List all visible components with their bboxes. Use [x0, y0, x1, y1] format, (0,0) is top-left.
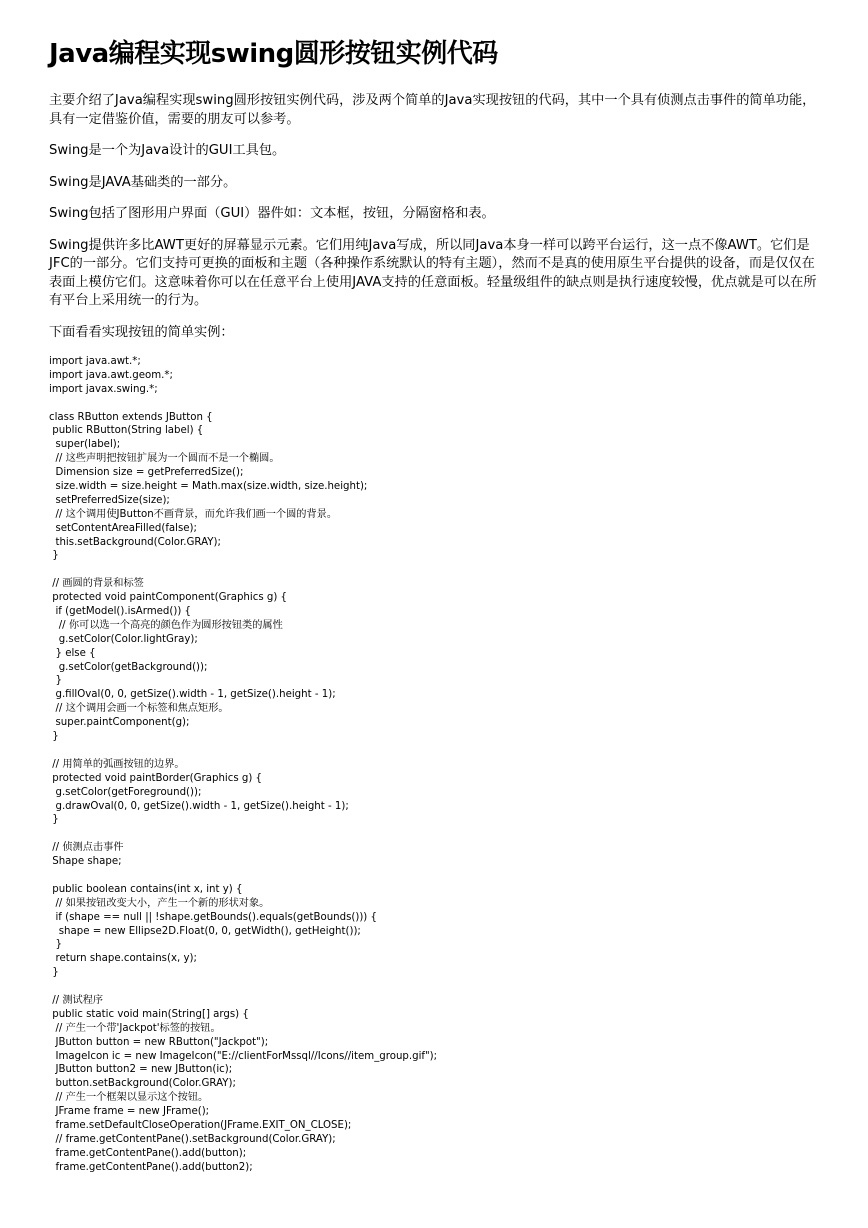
- code-line: // 画圆的背景和标签: [49, 578, 144, 590]
- code-line: g.drawOval(0, 0, getSize().width - 1, getSize().height - 1);: [49, 800, 349, 812]
- code-line: frame.getContentPane().add(button2);: [49, 1161, 253, 1173]
- code-line: // 测试程序: [49, 994, 104, 1006]
- code-line: frame.getContentPane().add(button);: [49, 1147, 247, 1159]
- code-line: ImageIcon ic = new ImageIcon("E://clientForMssql//Icons//item_group.gif");: [49, 1050, 438, 1062]
- code-line: import javax.swing.*;: [49, 383, 158, 395]
- code-line: import java.awt.*;: [49, 356, 141, 367]
- code-line: setPreferredSize(size);: [49, 494, 170, 506]
- code-line: // 这些声明把按钮扩展为一个圆而不是一个椭圆。: [49, 453, 280, 465]
- code-line: this.setBackground(Color.GRAY);: [49, 536, 221, 548]
- code-line: // 如果按钮改变大小，产生一个新的形状对象。: [49, 897, 270, 909]
- code-line: [49, 744, 824, 758]
- paragraph-swing-advantages: Swing提供许多比AWT更好的屏幕显示元素。它们用纯Java写成，所以同Java本身一样可以跨平台运行，这一点不像AWT。它们是JFC的一部分。它们支持可更换的面板和主题（各种操作系统默认的特有主题），然而不是真的使用原生平台提供的设备，而是仅仅在表面上模仿它们。这意味着你可以在任意平台上使用JAVA支持的任意面板。轻量级组件的缺点则是执行速度较慢，优点就是可以在所有平台上采用统一的行为。: [49, 237, 817, 308]
- page-title: Java编程实现swing圆形按钮实例代码: [49, 39, 498, 69]
- code-line: }: [49, 814, 59, 826]
- code-line: protected void paintComponent(Graphics g) {: [49, 592, 288, 604]
- code-line: frame.setDefaultCloseOperation(JFrame.EXIT_ON_CLOSE);: [49, 1119, 352, 1131]
- code-line: import java.awt.geom.*;: [49, 369, 173, 381]
- code-line: // 这个调用使JButton不画背景，而允许我们画一个圆的背景。: [49, 508, 338, 520]
- code-line: protected void paintBorder(Graphics g) {: [49, 772, 263, 784]
- code-line: // 产生一个带'Jackpot'标签的按钮。: [49, 1022, 221, 1034]
- paragraph-swing-toolkit: Swing是一个为Java设计的GUI工具包。: [49, 143, 286, 158]
- code-line: size.width = size.height = Math.max(size.width, size.height);: [49, 481, 368, 493]
- code-line: Dimension size = getPreferredSize();: [49, 467, 244, 479]
- code-line: // 你可以选一个高亮的颜色作为圆形按钮类的属性: [49, 619, 283, 631]
- code-line: if (getModel().isArmed()) {: [49, 606, 192, 618]
- code-line: // 这个调用会画一个标签和焦点矩形。: [49, 703, 229, 715]
- code-line: setContentAreaFilled(false);: [49, 522, 197, 534]
- code-line: [49, 827, 824, 841]
- code-block: [49, 355, 824, 1175]
- code-line: JFrame frame = new JFrame();: [49, 1106, 210, 1118]
- code-line: g.setColor(getBackground());: [49, 661, 208, 673]
- code-line: }: [49, 550, 59, 562]
- code-line: } else {: [49, 647, 96, 659]
- code-line: return shape.contains(x, y);: [49, 953, 197, 965]
- intro-paragraph: 主要介绍了Java编程实现swing圆形按钮实例代码，涉及两个简单的Java实现按钮的代码，其中一个具有侦测点击事件的简单功能，具有一定借鉴价值，需要的朋友可以参考。: [49, 93, 816, 127]
- code-line: if (shape == null || !shape.getBounds().equals(getBounds())) {: [49, 911, 378, 923]
- code-line: public static void main(String[] args) {: [49, 1008, 249, 1020]
- code-line: g.fillOval(0, 0, getSize().width - 1, getSize().height - 1);: [49, 689, 336, 701]
- code-line: public RButton(String label) {: [49, 425, 204, 437]
- code-line: JButton button = new RButton("Jackpot");: [49, 1036, 269, 1048]
- code-line: }: [49, 675, 62, 687]
- code-line: button.setBackground(Color.GRAY);: [49, 1078, 236, 1090]
- code-line: }: [49, 967, 59, 979]
- code-line: // 侦测点击事件: [49, 842, 124, 854]
- code-line: public boolean contains(int x, int y) {: [49, 883, 243, 895]
- code-line: Shape shape;: [49, 856, 122, 868]
- code-line: super.paintComponent(g);: [49, 717, 190, 729]
- code-line: JButton button2 = new JButton(ic);: [49, 1064, 233, 1076]
- code-line: // 用简单的弧画按钮的边界。: [49, 758, 185, 770]
- paragraph-swing-jfc: Swing是JAVA基础类的一部分。: [49, 174, 237, 190]
- code-line: shape = new Ellipse2D.Float(0, 0, getWidth(), getHeight());: [49, 925, 361, 937]
- code-line: [49, 397, 824, 411]
- code-line: // 产生一个框架以显示这个按钮。: [49, 1092, 209, 1104]
- code-line: // frame.getContentPane().setBackground(Color.GRAY);: [49, 1133, 336, 1145]
- paragraph-example-intro: 下面看看实现按钮的简单实例：: [49, 324, 234, 340]
- code-line: super(label);: [49, 439, 121, 451]
- code-line: [49, 869, 824, 883]
- document-page: [49, 36, 824, 1175]
- code-line: g.setColor(getForeground());: [49, 786, 202, 798]
- code-line: }: [49, 731, 59, 743]
- code-line: [49, 980, 824, 994]
- paragraph-swing-components: Swing包括了图形用户界面（GUI）器件如：文本框，按钮，分隔窗格和表。: [49, 206, 495, 221]
- code-line: }: [49, 939, 62, 951]
- code-line: class RButton extends JButton {: [49, 411, 213, 423]
- code-line: [49, 563, 824, 577]
- code-line: g.setColor(Color.lightGray);: [49, 633, 198, 645]
